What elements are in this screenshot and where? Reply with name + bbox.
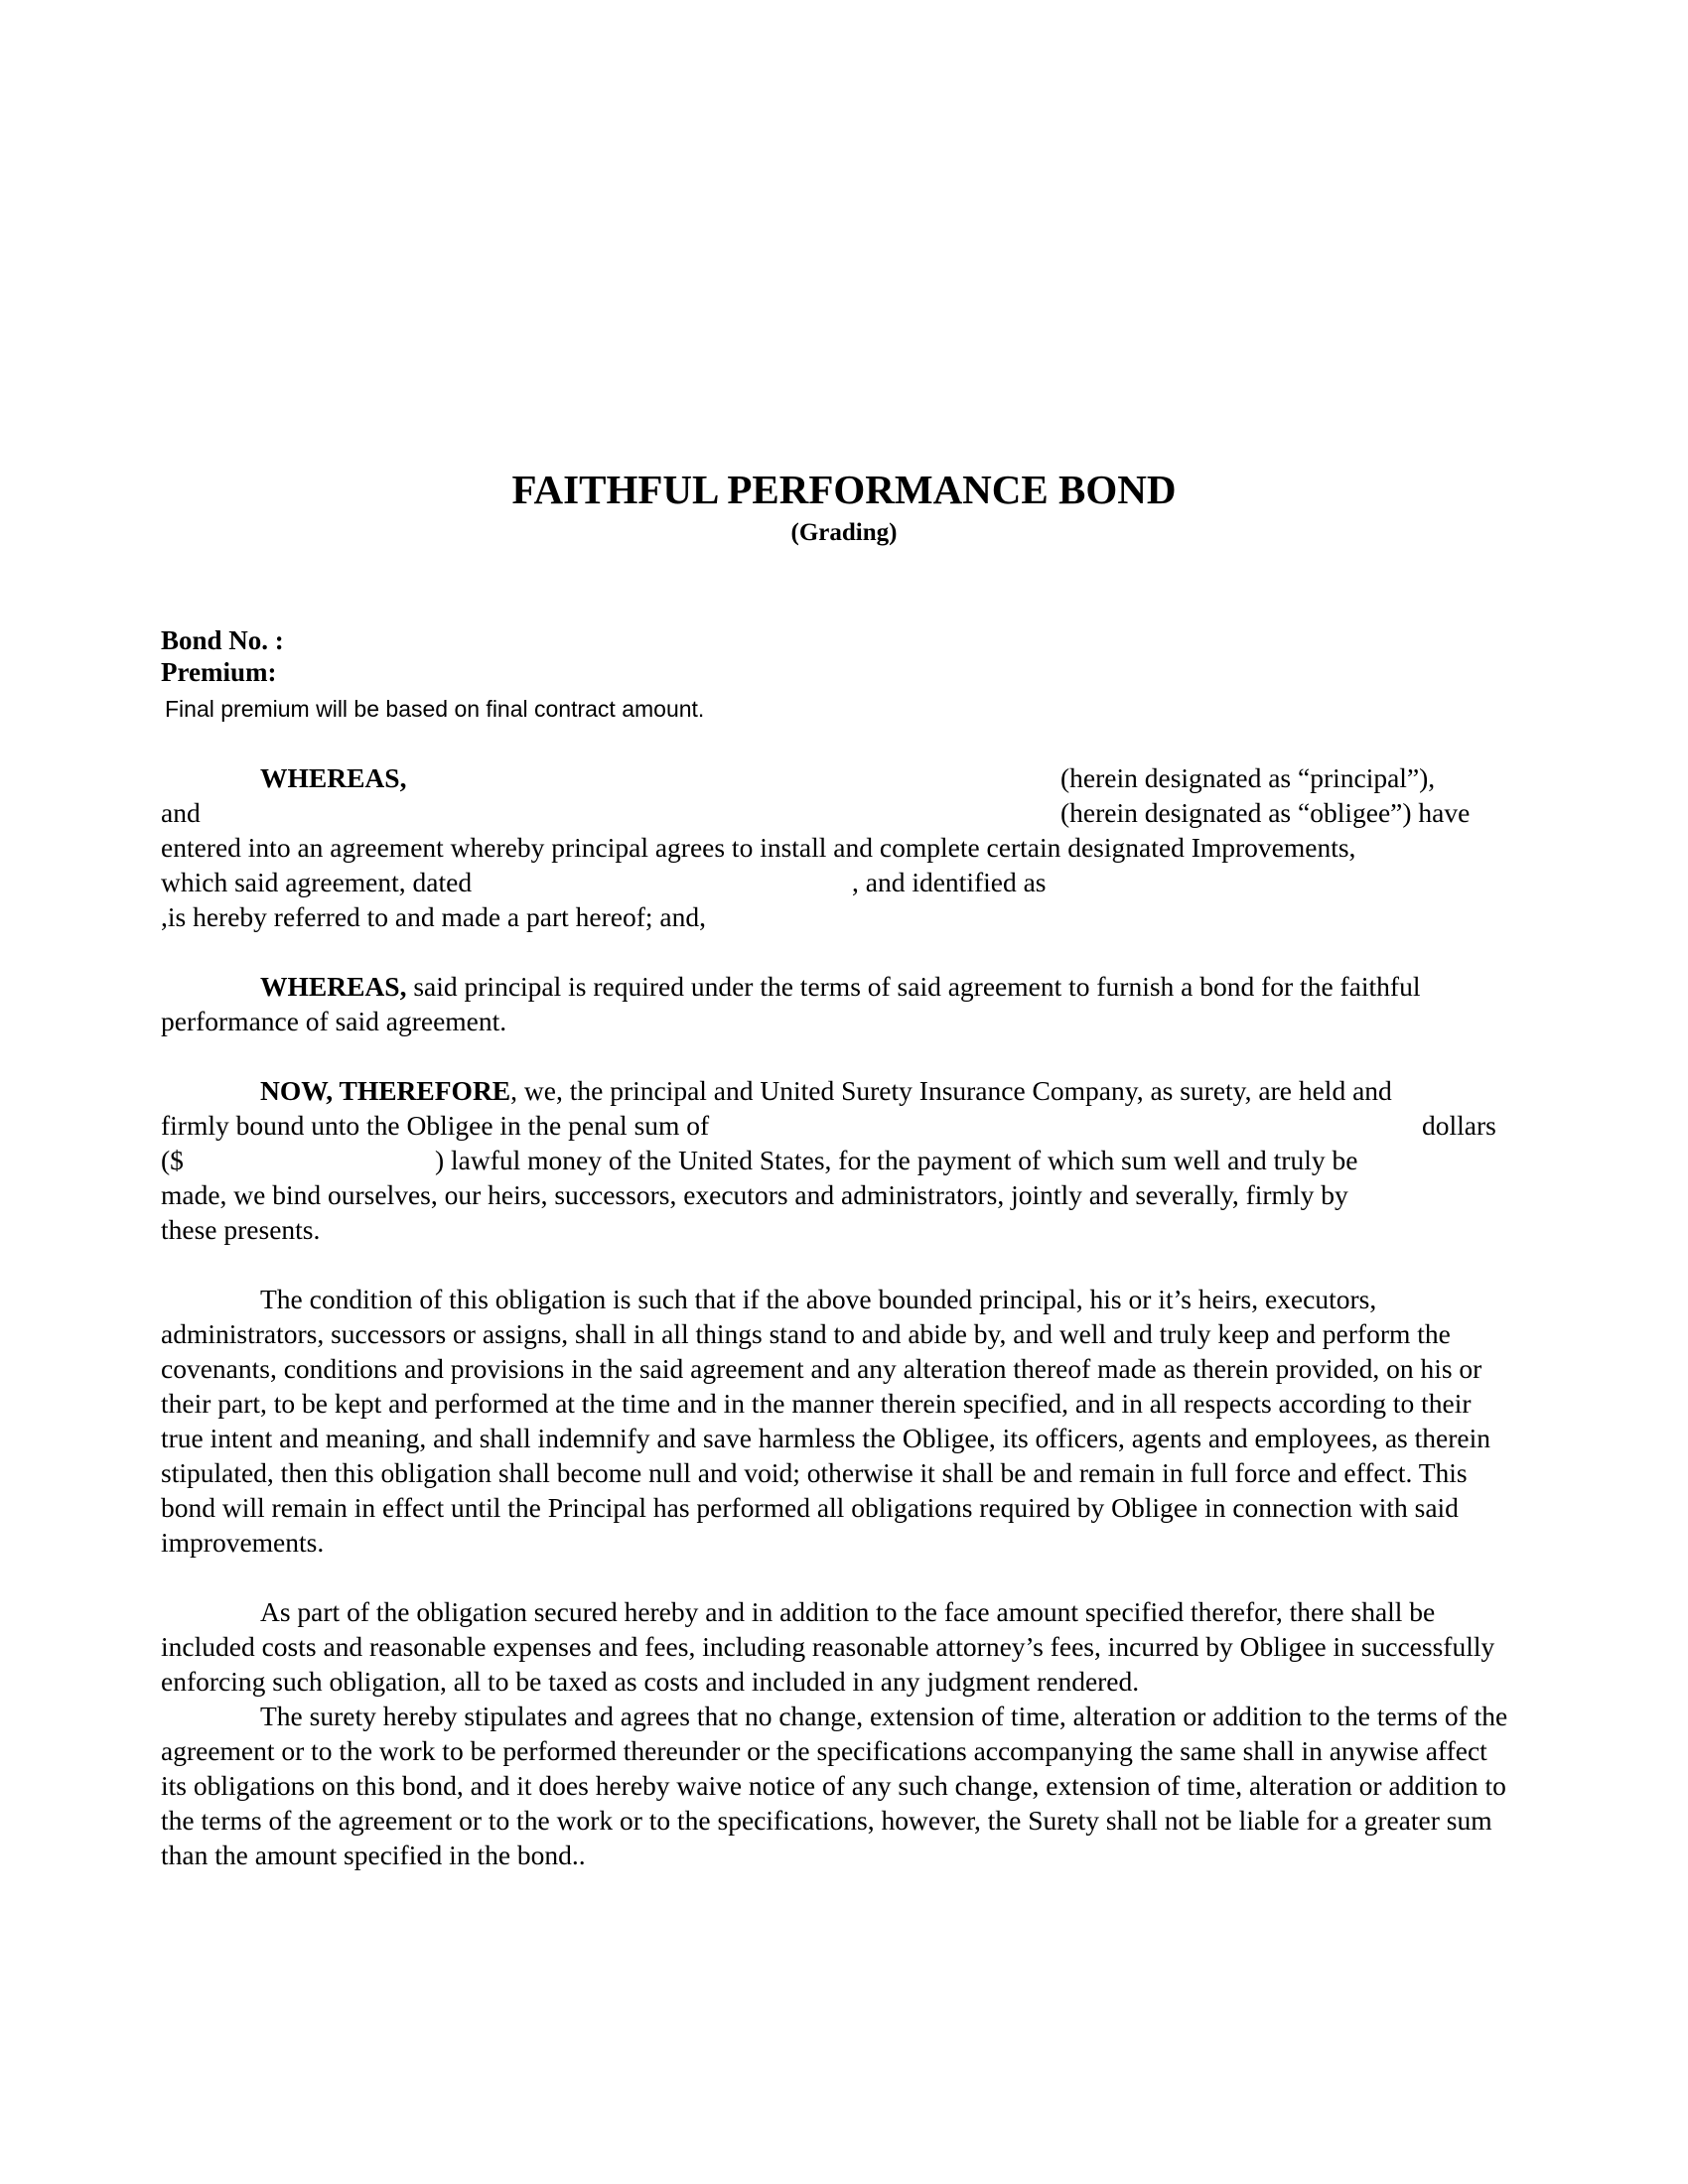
dollars-text: dollars (1422, 1110, 1496, 1141)
penal-sum-text: firmly bound unto the Obligee in the penal sum of (161, 1110, 710, 1141)
dollar-sign-text: ($ (161, 1145, 184, 1175)
now-therefore-line-1 (260, 1073, 1392, 1108)
whereas-paragraph-2 (161, 969, 1519, 1038)
premium-note: Final premium will be based on final contract amount. (165, 696, 705, 722)
lawful-money-text: ) lawful money of the United States, for the payment of which sum well and truly be (435, 1145, 1358, 1175)
identified-as-text: , and identified as (852, 867, 1047, 897)
condition-text: The condition of this obligation is such that if the above bounded principal, his or it’s heirs, executors, administrators, successors or assigns, shall in all things stand to and abide by, and well and truly keep and perform the covenants, conditions and provisions in the said agreement and any alteration thereof made as therein provided, on his or their part, to be kept and performed at the time and in the manner therein specified, and in all respects according to their true intent and meaning, and shall indemnify and save harmless the Obligee, its officers, agents and employees, as therein stipulated, then this obligation shall become null and void; otherwise it shall be and remain in full force and effect. This bond will remain in effect until the Principal has performed all obligations required by Obligee in connection with said improvements. (161, 1284, 1490, 1558)
costs-text: As part of the obligation secured hereby and in addition to the face amount specified therefor, there shall be included costs and reasonable expenses and fees, including reasonable attorney’s fees, incurred by Obligee in successfully enforcing such obligation, all to be taxed as costs and included in any judgment rendered. (161, 1596, 1495, 1697)
now-therefore-text: , we, the principal and United Surety Insurance Company, as surety, are held and (510, 1075, 1392, 1106)
bind-ourselves-text: made, we bind ourselves, our heirs, successors, executors and administrators, jointly and severally, firmly by (161, 1179, 1348, 1210)
costs-paragraph (161, 1594, 1519, 1699)
surety-stipulation-text: The surety hereby stipulates and agrees that no change, extension of time, alteration or addition to the terms of the agreement or to the work to be performed thereunder or the specifications accompanying the same shall in anywise affect its obligations on this bond, and it does hereby waive notice of any such change, extension of time, alteration or addition to the terms of the agreement or to the work or to the specifications, however, the Surety shall not be liable for a greater sum than the amount specified in the bond.. (161, 1701, 1508, 1870)
condition-paragraph (161, 1282, 1519, 1560)
agreement-dated-text: which said agreement, dated (161, 867, 473, 897)
and-text: and (161, 797, 201, 828)
bond-no-label: Bond No. : (161, 625, 284, 655)
principal-designation: (herein designated as “principal”), (1060, 762, 1436, 793)
whereas-2-text: said principal is required under the terms of said agreement to furnish a bond for the faithful performance of said agreement. (161, 971, 1421, 1036)
agreement-line: entered into an agreement whereby principal agrees to install and complete certain designated Improvements, (161, 832, 1356, 863)
surety-stipulation-paragraph (161, 1699, 1519, 1872)
document-subtitle: (Grading) (790, 519, 898, 546)
obligee-designation: (herein designated as “obligee”) have (1060, 797, 1471, 828)
document-title: FAITHFUL PERFORMANCE BOND (511, 467, 1177, 512)
these-presents-text: these presents. (161, 1214, 321, 1245)
whereas-heading: WHEREAS, (260, 762, 407, 793)
whereas-2-heading: WHEREAS, (260, 971, 407, 1002)
premium-label: Premium: (161, 657, 277, 687)
made-part-hereof-text: ,is hereby referred to and made a part hereof; and, (161, 901, 706, 932)
now-therefore-heading: NOW, THEREFORE (260, 1075, 511, 1106)
